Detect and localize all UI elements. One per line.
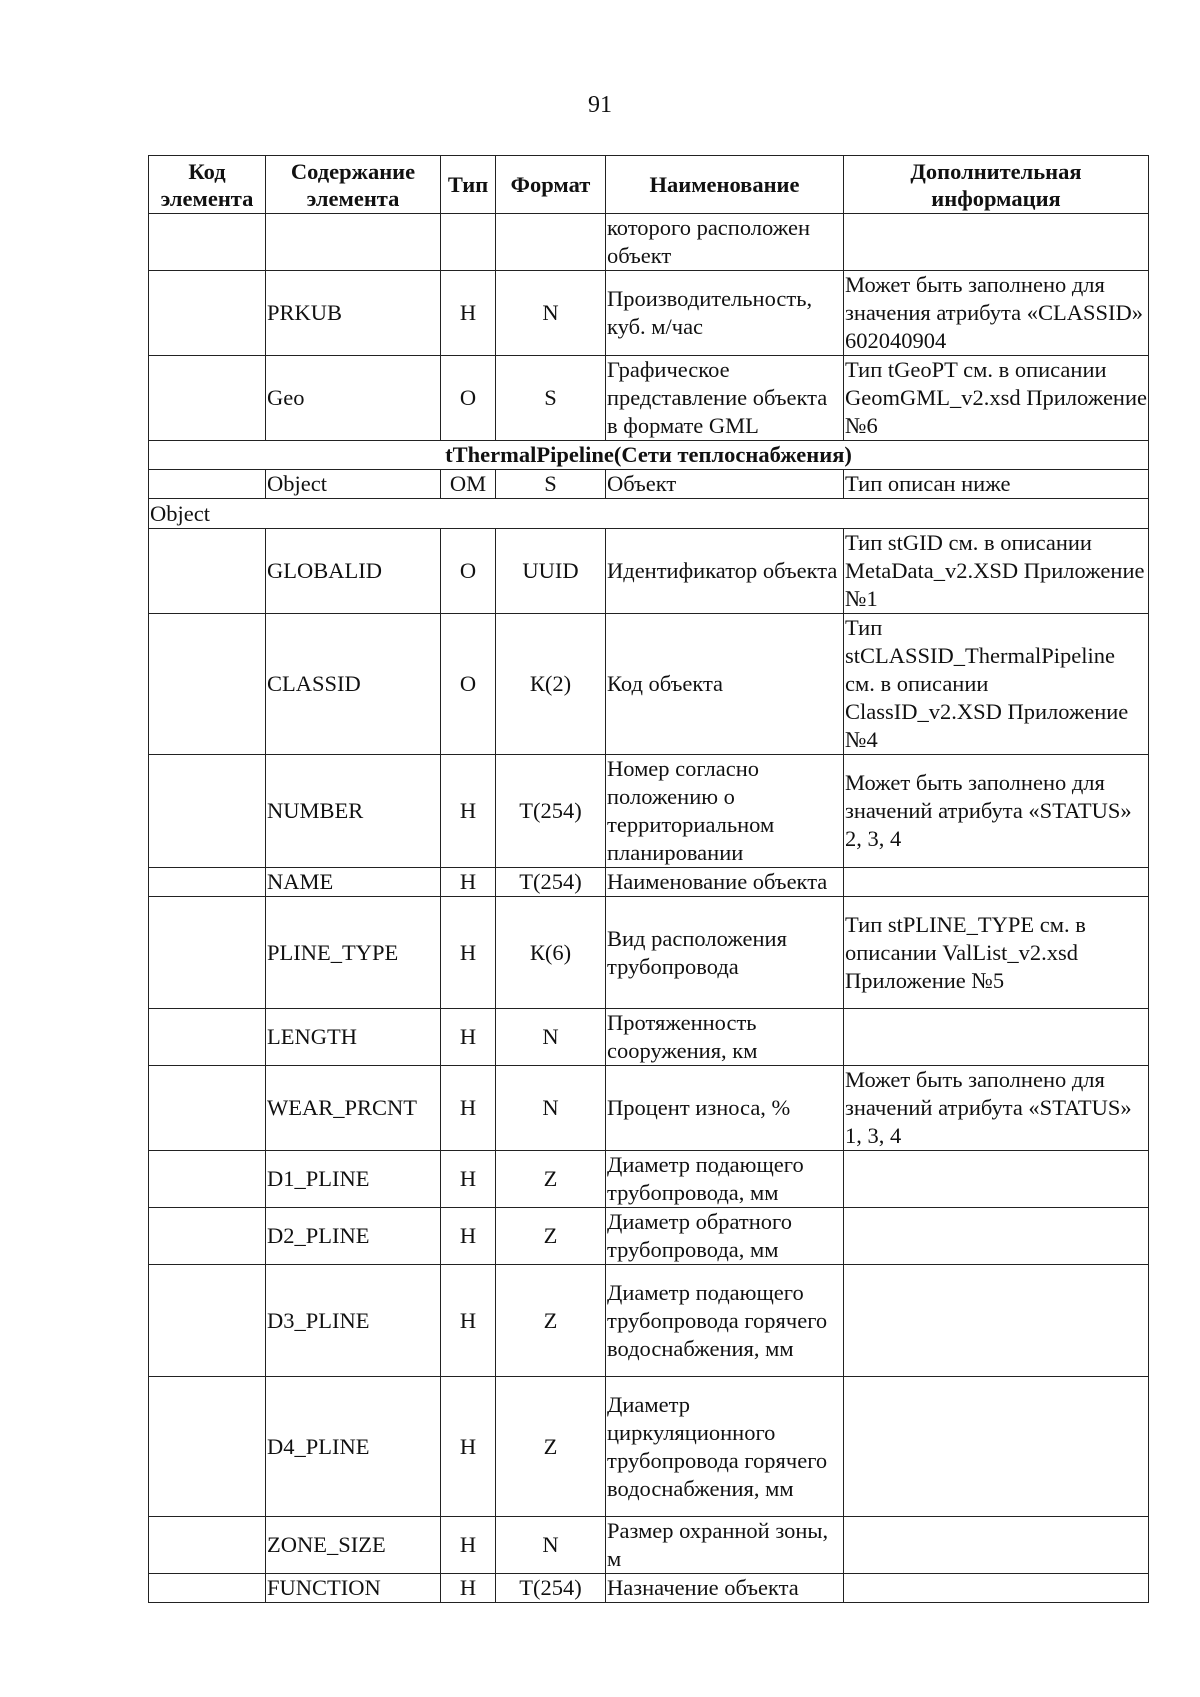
cell-format: N — [496, 1009, 606, 1066]
cell-type: Н — [441, 1066, 496, 1151]
cell-code — [149, 1151, 266, 1208]
cell-type: Н — [441, 1377, 496, 1517]
cell-content: ZONE_SIZE — [266, 1517, 441, 1574]
cell-type: Н — [441, 1208, 496, 1265]
table-row — [149, 614, 1149, 755]
cell-format: N — [496, 1066, 606, 1151]
cell-name: Код объекта — [606, 614, 844, 755]
cell-info: Тип описан ниже — [844, 470, 1149, 499]
cell-content: NAME — [266, 868, 441, 897]
cell-code — [149, 470, 266, 499]
cell-name: Протяженность сооружения, км — [606, 1009, 844, 1066]
table-row — [149, 868, 1149, 897]
cell-info — [844, 1009, 1149, 1066]
cell-name: Графическое представление объекта в формате GML — [606, 356, 844, 441]
cell-type: Н — [441, 897, 496, 1009]
cell-code — [149, 755, 266, 868]
cell-info — [844, 1574, 1149, 1603]
table-body-object — [149, 529, 1149, 1603]
cell-type — [441, 214, 496, 271]
cell-type: О — [441, 356, 496, 441]
table-row — [149, 1009, 1149, 1066]
cell-info: Тип stGID см. в описании MetaData_v2.XSD Приложение №1 — [844, 529, 1149, 614]
header-code: Код элемента — [149, 156, 266, 214]
cell-code — [149, 356, 266, 441]
cell-content: PRKUB — [266, 271, 441, 356]
cell-info: Тип stPLINE_TYPE см. в описании ValList_v2.xsd Приложение №5 — [844, 897, 1149, 1009]
cell-format: Z — [496, 1208, 606, 1265]
cell-content: LENGTH — [266, 1009, 441, 1066]
cell-code — [149, 897, 266, 1009]
table-body-top — [149, 214, 1149, 441]
table-row — [149, 271, 1149, 356]
cell-format: Z — [496, 1151, 606, 1208]
cell-format: UUID — [496, 529, 606, 614]
cell-format: Z — [496, 1265, 606, 1377]
cell-type: Н — [441, 1151, 496, 1208]
cell-type: Н — [441, 1009, 496, 1066]
cell-code — [149, 271, 266, 356]
cell-content: GLOBALID — [266, 529, 441, 614]
cell-code — [149, 868, 266, 897]
cell-content — [266, 214, 441, 271]
cell-code — [149, 614, 266, 755]
cell-name: Объект — [606, 470, 844, 499]
object-row — [149, 470, 1149, 499]
table-row — [149, 1574, 1149, 1603]
header-row — [149, 156, 1149, 214]
cell-type: Н — [441, 755, 496, 868]
page-number: 91 — [588, 92, 612, 118]
cell-content: FUNCTION — [266, 1574, 441, 1603]
cell-code — [149, 1009, 266, 1066]
table-row — [149, 214, 1149, 271]
cell-name: Производительность, куб. м/час — [606, 271, 844, 356]
cell-content: Geo — [266, 356, 441, 441]
cell-format: N — [496, 1517, 606, 1574]
cell-content: D1_PLINE — [266, 1151, 441, 1208]
cell-type: О — [441, 529, 496, 614]
cell-info — [844, 1377, 1149, 1517]
cell-name: Номер согласно положению о территориальном планировании — [606, 755, 844, 868]
section-block — [149, 441, 1149, 529]
cell-type: Н — [441, 1265, 496, 1377]
cell-content: WEAR_PRCNT — [266, 1066, 441, 1151]
cell-name: Диаметр подающего трубопровода, мм — [606, 1151, 844, 1208]
cell-format: Т(254) — [496, 868, 606, 897]
cell-info: Может быть заполнено для значений атрибута «STATUS» 2, 3, 4 — [844, 755, 1149, 868]
cell-content: D2_PLINE — [266, 1208, 441, 1265]
cell-format: Т(254) — [496, 1574, 606, 1603]
cell-code — [149, 529, 266, 614]
cell-format: S — [496, 356, 606, 441]
cell-format: К(6) — [496, 897, 606, 1009]
section-row — [149, 441, 1149, 470]
cell-format — [496, 214, 606, 271]
cell-name: Наименование объекта — [606, 868, 844, 897]
header-type: Тип — [441, 156, 496, 214]
cell-info — [844, 1208, 1149, 1265]
cell-content: D4_PLINE — [266, 1377, 441, 1517]
cell-type: О — [441, 614, 496, 755]
cell-name: Диаметр подающего трубопровода горячего водоснабжения, мм — [606, 1265, 844, 1377]
table-row — [149, 1151, 1149, 1208]
cell-content: CLASSID — [266, 614, 441, 755]
cell-format: К(2) — [496, 614, 606, 755]
cell-name: Назначение объекта — [606, 1574, 844, 1603]
cell-info — [844, 1265, 1149, 1377]
cell-code — [149, 1377, 266, 1517]
cell-name: Размер охранной зоны, м — [606, 1517, 844, 1574]
section-title: tThermalPipeline(Сети теплоснабжения) — [149, 441, 1149, 470]
cell-info: Может быть заполнено для значения атрибута «CLASSID» 602040904 — [844, 271, 1149, 356]
cell-code — [149, 1574, 266, 1603]
cell-content: NUMBER — [266, 755, 441, 868]
cell-content: PLINE_TYPE — [266, 897, 441, 1009]
cell-type: Н — [441, 271, 496, 356]
cell-content: D3_PLINE — [266, 1265, 441, 1377]
cell-format: Т(254) — [496, 755, 606, 868]
cell-info: Тип stCLASSID_ThermalPipeline см. в описании ClassID_v2.XSD Приложение №4 — [844, 614, 1149, 755]
table-row — [149, 1377, 1149, 1517]
table-row — [149, 356, 1149, 441]
cell-format: Z — [496, 1377, 606, 1517]
cell-format: S — [496, 470, 606, 499]
cell-type: Н — [441, 868, 496, 897]
cell-info — [844, 214, 1149, 271]
header-format: Формат — [496, 156, 606, 214]
table-row — [149, 1066, 1149, 1151]
cell-info: Может быть заполнено для значений атрибута «STATUS» 1, 3, 4 — [844, 1066, 1149, 1151]
cell-code — [149, 1066, 266, 1151]
table-row — [149, 1208, 1149, 1265]
cell-name: Диаметр обратного трубопровода, мм — [606, 1208, 844, 1265]
cell-name: Идентификатор объекта — [606, 529, 844, 614]
header-info: Дополнительная информация — [844, 156, 1149, 214]
cell-name: Вид расположения трубопровода — [606, 897, 844, 1009]
cell-info: Тип tGeoPT см. в описании GeomGML_v2.xsd Приложение №6 — [844, 356, 1149, 441]
header-name: Наименование — [606, 156, 844, 214]
group-row — [149, 499, 1149, 529]
cell-type: Н — [441, 1517, 496, 1574]
cell-info — [844, 1151, 1149, 1208]
cell-type: Н — [441, 1574, 496, 1603]
table-row — [149, 529, 1149, 614]
cell-name: которого расположен объект — [606, 214, 844, 271]
cell-type: ОМ — [441, 470, 496, 499]
cell-code — [149, 214, 266, 271]
group-title: Object — [149, 499, 1149, 529]
table-row — [149, 755, 1149, 868]
cell-code — [149, 1208, 266, 1265]
table-row — [149, 897, 1149, 1009]
cell-info — [844, 868, 1149, 897]
header-content: Содержание элемента — [266, 156, 441, 214]
cell-name: Диаметр циркуляционного трубопровода горячего водоснабжения, мм — [606, 1377, 844, 1517]
cell-code — [149, 1517, 266, 1574]
cell-name: Процент износа, % — [606, 1066, 844, 1151]
cell-content: Object — [266, 470, 441, 499]
table-row — [149, 1265, 1149, 1377]
table-row — [149, 1517, 1149, 1574]
cell-code — [149, 1265, 266, 1377]
specification-table — [148, 155, 1149, 1603]
cell-format: N — [496, 271, 606, 356]
cell-info — [844, 1517, 1149, 1574]
